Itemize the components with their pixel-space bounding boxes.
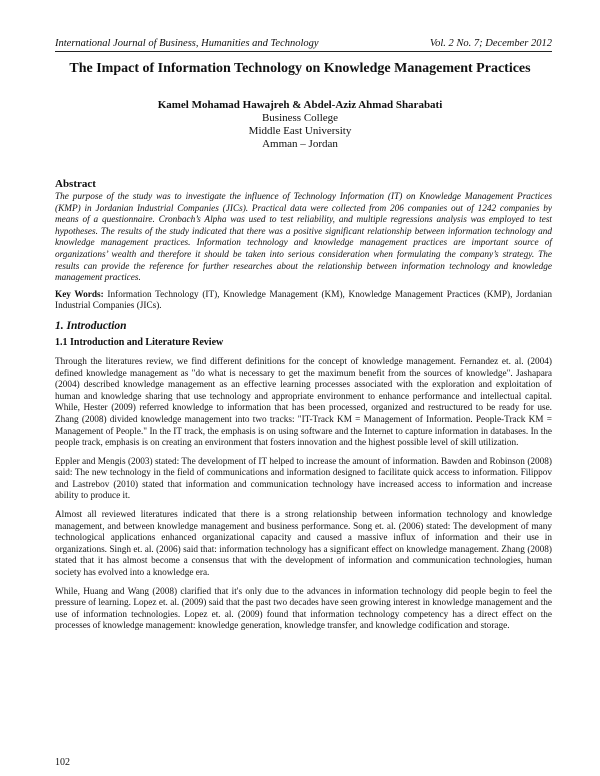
body-paragraph: While, Huang and Wang (2008) clarified that it's only due to the advances in information technology did people begin to feel the pressure of learning. Lopez et. al. (2009) said that the past two decades have seen growing interest in knowledge management and the use of information technologies. Lopez et. al. (2009) found that information technology competency has a direct effect on the processes of knowledge management: knowledge generation, knowledge transfer, and knowledge codification and storage.	[55, 586, 552, 632]
author-names: Kamel Mohamad Hawajreh & Abdel-Aziz Ahmad Sharabati	[157, 99, 443, 111]
body-paragraph: Through the literatures review, we find different definitions for the concept of knowledge management. Fernandez et. al. (2004) defined knowledge management as "do what is necessary to get the maximum benefit from the sources of knowledge". Jashapara (2004) described knowledge management as an effective learning processes associated with the exploration and exploitation of human and knowledge sharing that use technology and appropriate environment to enhance performance and intellectual capital. While, Hester (2009) referred knowledge to information that has been processed, organized and restructured to be ready for use. Zhang (2008) divided knowledge management into two tracks: "IT-Track KM = Management of Information. People-Track KM = Management of People." In the IT track, the emphasis is on using software and the Internet to capture information in databases. In the people track, emphasis is on creating an environment that fosters innovation and the highest possible level of skill utilization.	[55, 356, 552, 449]
body-paragraph: Almost all reviewed literatures indicated that there is a strong relationship between information technology and knowledge management, and between knowledge management and business performance. Song et. al. (2006) stated: The development of many technological applications enhanced organizational capacity and caused a massive influx of information and their use in organizations. Singh et. al. (2006) said that: information technology has a significant effect on knowledge management. Zhang (2008) stated that it has almost become a consensus that with the development of information and communication technologies, human society has evolved into a knowledge era.	[55, 510, 552, 579]
issue-info: Vol. 2 No. 7; December 2012	[429, 38, 552, 49]
subsection-heading: 1.1 Introduction and Literature Review	[55, 336, 224, 348]
paper-title: The Impact of Information Technology on Knowledge Management Practices	[69, 61, 531, 76]
affiliation-line: Amman – Jordan	[262, 138, 338, 150]
keywords-text: Information Technology (IT), Knowledge Management (KM), Knowledge Management Practices (KMP), Jordanian Industrial Companies (JICs).	[55, 289, 553, 312]
abstract-text: The purpose of the study was to investigate the influence of Technology Information (IT) on Knowledge Management Practices (KMP) in Jordanian Industrial Companies (JICs). Practical data were collected from 206 companies out of 1242 companies by means of a questionnaire. Cronbach’s Alpha was used to test reliability, and multiple regressions analysis was employed to test hypotheses. The results of the study indicated that there was a positive significant relationship between information technology and knowledge management practices. Information technology and knowledge management practices are important source of organizations’ wealth and therefore it should be taken into serious consideration when formulating the company’s strategy. The results can provide the reference for further researches about the relationship between information technology and knowledge management practices.	[55, 192, 552, 284]
section-heading: 1. Introduction	[55, 319, 127, 332]
keywords-label: Key Words:	[55, 289, 104, 300]
journal-name: International Journal of Business, Humanities and Technology	[55, 38, 319, 49]
author-block	[40, 99, 560, 151]
page-number: 102	[55, 757, 70, 768]
keywords	[55, 290, 552, 313]
abstract-heading: Abstract	[55, 178, 96, 190]
affiliation-line: Business College	[261, 112, 339, 124]
running-header	[55, 38, 552, 52]
body-column	[55, 178, 552, 640]
body-paragraph: Eppler and Mengis (2003) stated: The development of IT helped to increase the amount of information. Bawden and Robinson (2008) said: The new technology in the field of communications and information designed to facilitate quick access to information. Filippov and Lastrebov (2010) stated that information and communication technology have increased access to information and increase ability to produce it.	[55, 456, 552, 502]
affiliation-line: Middle East University	[248, 125, 352, 137]
